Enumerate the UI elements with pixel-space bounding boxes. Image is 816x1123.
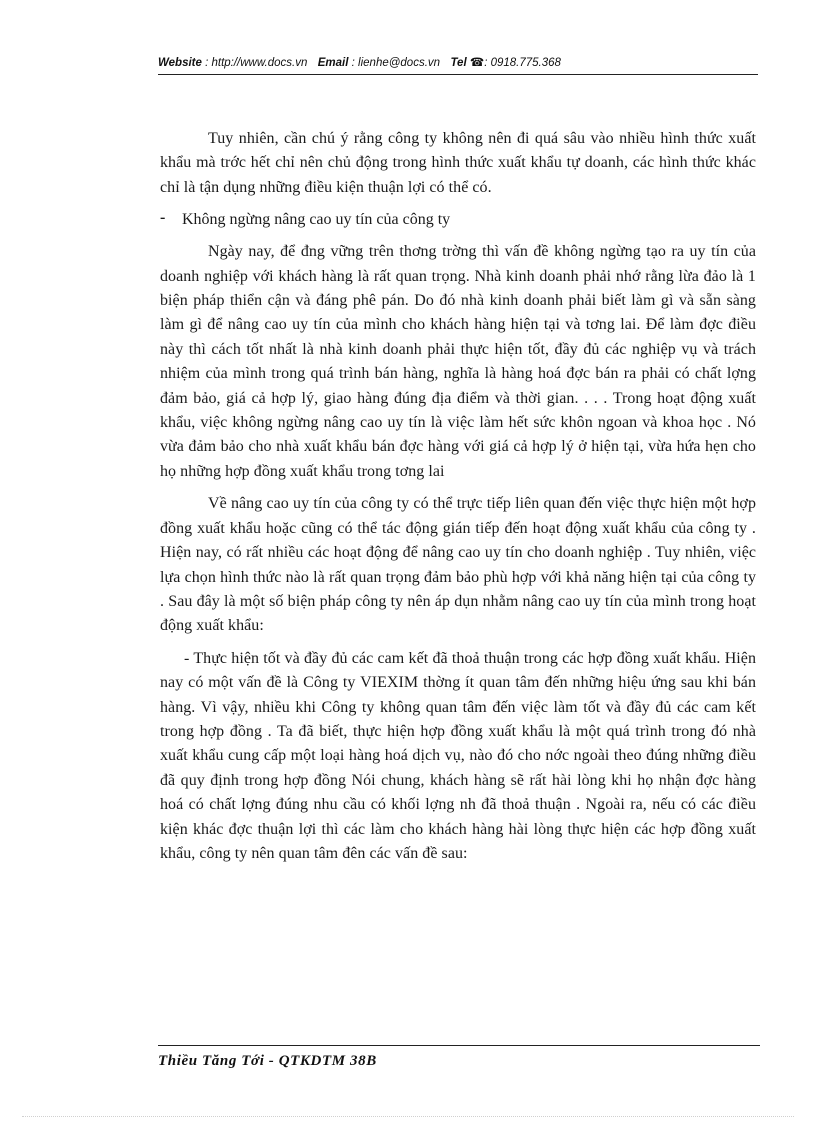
website-label: Website — [158, 57, 202, 69]
header-divider — [158, 74, 758, 75]
bullet-heading-text: Không ngừng nâng cao uy tín của công ty — [182, 211, 451, 229]
footer-divider — [158, 1045, 760, 1046]
paragraph-4: - Thực hiện tốt và đầy đủ các cam kết đã thoả thuận trong các hợp đồng xuất khẩu. Hiện nay có một vấn đề là Công ty VIEXIM thờng ít quan tâm đến những hiệu ứng sau khi bán hàng. Vì vậy, nhiều khi Công ty không quan tâm đến việc làm tốt và đầy đủ các cam kết trong hợp đồng . Ta đã biết, thực hiện hợp đồng xuất khẩu là một quá trình trong đó nhà xuất khẩu cung cấp một loại hàng hoá dịch vụ, nào đó cho nớc ngoài theo đúng những điều đã quy định trong hợp đồng Nói chung, khách hàng sẽ rất hài lòng khi họ nhận đợc hàng hoá có chất lợng đúng nhu cầu có khối lợng nh đã thoả thuận . Ngoài ra, nếu có các điều kiện khác đợc thuận lợi thì các làm cho khách hàng hài lòng thực hiện các hợp đồng xuất khẩu, công ty nên quan tâm đên các vấn đề sau: — [160, 649, 756, 862]
telephone-icon: ☎ — [469, 57, 485, 69]
document-body — [160, 127, 756, 874]
bullet-mark: - — [160, 209, 166, 227]
page-edge-divider — [22, 1116, 794, 1117]
email-value: : lienhe@docs.vn — [351, 57, 441, 69]
paragraph-2: Ngày nay, để đng vững trên thơng trờng thì vấn đề không ngừng tạo ra uy tín của doanh nghiệp với khách hàng là rất quan trọng. Nhà kinh doanh phải nhớ rằng lừa đảo là 1 biện pháp thiển cận và đáng phê pán. Do đó nhà kinh doanh phải biết làm gì và sẵn sàng làm gì để nâng cao uy tín của mình cho khách hàng hiện tại và tơng lai. Để làm đợc điều này thì cách tốt nhất là nhà kinh doanh phải thực hiện tốt, đầy đủ các nghiệp vụ và trách nhiệm của mình trong quá trình bán hàng, nghĩa là hàng hoá đợc bán ra phải có chất lợng đảm bảo, giá cả hợp lý, giao hàng đúng địa điểm và thời gian. . . . Trong hoạt động xuất khẩu, việc không ngừng nâng cao uy tín là việc làm hết sức khôn ngoan và khoa học . Nó vừa đảm bảo cho nhà xuất khẩu bán đợc hàng với giá cả hợp lý ở hiện tại, vừa hứa hẹn cho họ những hợp đồng xuất khẩu trong tơng lai — [160, 243, 756, 480]
email-label: Email — [317, 57, 349, 69]
website-value: : http://www.docs.vn — [205, 57, 308, 69]
tel-value: : 0918.775.368 — [484, 57, 561, 69]
bullet-heading — [160, 208, 756, 232]
page-header — [158, 55, 758, 79]
footer-author: Thiều Tăng Tới - QTKDTM 38B — [158, 1053, 377, 1069]
tel-label: Tel — [450, 57, 467, 69]
paragraph-1: Tuy nhiên, cần chú ý rằng công ty không nên đi quá sâu vào nhiều hình thức xuất khẩu mà trớc hết chỉ nên chủ động trong hình thức xuất khẩu tự doanh, các hình thức khác chỉ là tận dụng những điều kiện thuận lợi có thể có. — [160, 130, 756, 196]
paragraph-3: Về nâng cao uy tín của công ty có thể trực tiếp liên quan đến việc thực hiện một hợp đồng xuất khẩu hoặc cũng có thể tác động gián tiếp đến hoạt động xuất khẩu của công ty . Hiện nay, có rất nhiều các hoạt động để nâng cao uy tín cho doanh nghiệp . Tuy nhiên, việc lựa chọn hình thức nào là rất quan trọng đảm bảo phù hợp với khả năng hiện tại của công ty . Sau đây là một số biện pháp công ty nên áp dụn nhằm nâng cao uy tín của mình trong hoạt động xuất khẩu: — [160, 495, 756, 635]
